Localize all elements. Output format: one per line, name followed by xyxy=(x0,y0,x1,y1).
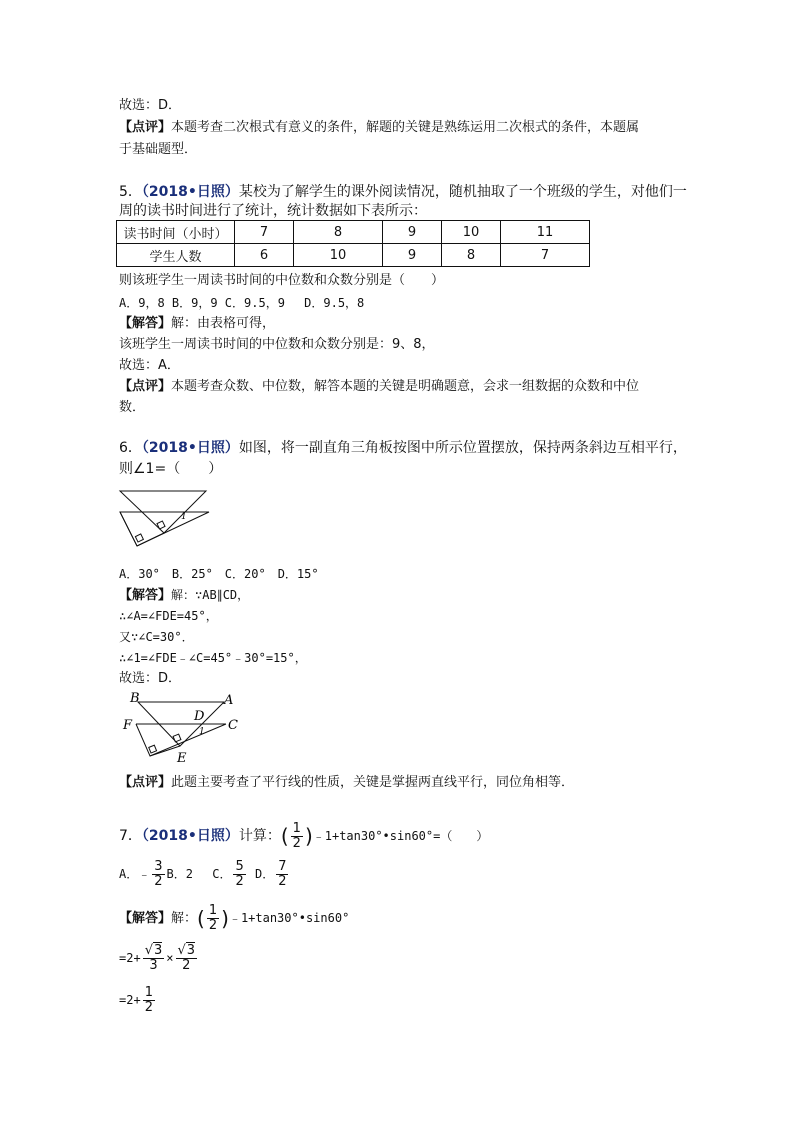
paren-close: ) xyxy=(304,824,313,848)
label-c: C xyxy=(228,718,238,733)
q6-source: （2018•日照） xyxy=(141,440,239,456)
fraction xyxy=(143,986,155,1015)
label-d: D xyxy=(194,709,205,724)
q7-answer-pre: 解： xyxy=(171,911,198,926)
q5-comment-line2: 数． xyxy=(119,400,146,415)
prev-comment-text: 本题考查二次根式有意义的条件，解题的关键是熟练运用二次根式的条件，本题属 xyxy=(171,120,640,135)
fraction xyxy=(233,860,245,889)
option-a-label: A． xyxy=(119,867,139,881)
fraction-denominator: 2 xyxy=(144,1000,153,1015)
table-cell: 7 xyxy=(501,244,590,267)
q6-answer-line4: ∴∠1=∠FDE﹣∠C=45°﹣30°=15°， xyxy=(119,651,307,665)
table-cell: 6 xyxy=(235,244,294,267)
label-f: F xyxy=(123,718,133,733)
fraction-denominator: 2 xyxy=(208,918,218,933)
table-row xyxy=(117,244,590,267)
label-e: E xyxy=(177,751,187,766)
q5-source: （2018•日照） xyxy=(141,184,239,200)
comment-tag: 【点评】 xyxy=(119,379,172,394)
q6-stem-line2: 则∠1=（ ） xyxy=(119,461,223,477)
fraction xyxy=(152,860,164,889)
table-cell: 11 xyxy=(501,221,590,244)
fraction-numerator: 3 xyxy=(154,859,163,874)
answer-tag: 【解答】 xyxy=(119,911,172,926)
table-cell: 9 xyxy=(383,244,442,267)
prev-comment-continuation: 于基础题型． xyxy=(119,142,198,157)
q5-stem: 某校为了解学生的课外阅读情况，随机抽取了一个班级的学生，对他们一 xyxy=(238,184,687,200)
q7-number: 7． xyxy=(119,828,142,844)
fraction-numerator: 1 xyxy=(292,820,301,836)
table-cell: 7 xyxy=(235,221,294,244)
comment-tag: 【点评】 xyxy=(119,775,172,790)
q5-answer-line1 xyxy=(119,316,275,332)
q6-answer-line3: 又∵∠C=30°． xyxy=(119,630,194,644)
q5-question: 则该班学生一周读书时间的中位数和众数分别是（ ） xyxy=(119,273,445,288)
paren-close: ) xyxy=(221,906,229,931)
option-a-sign: ﹣ xyxy=(138,867,151,881)
fraction-denominator: 2 xyxy=(235,874,244,889)
q5-answer-line2: 该班学生一周读书时间的中位数和众数分别是：9、8， xyxy=(119,337,435,352)
q5-comment-line1 xyxy=(119,379,639,395)
q7-answer-line xyxy=(119,902,349,935)
q7-options xyxy=(119,858,290,890)
q7-answer-post: ﹣1+tan30°•sin60° xyxy=(228,911,350,925)
q5-data-table xyxy=(116,220,590,267)
fraction-numerator: √3 xyxy=(144,943,163,958)
fraction xyxy=(143,944,165,973)
angle-label: 1 xyxy=(199,727,205,737)
q6-stem: 如图，将一副直角三角板按图中所示位置摆放，保持两条斜边互相平行， xyxy=(238,440,687,456)
fraction-numerator: 7 xyxy=(278,859,287,874)
q6-solution-figure xyxy=(120,690,245,765)
q6-options: A．30° B．25° C．20° D．15° xyxy=(119,567,319,581)
paren-open: ( xyxy=(280,824,289,848)
q7-stem-post: ﹣1+tan30°•sin60°=（ ） xyxy=(312,829,489,843)
prev-choice-line: 故选：D． xyxy=(119,98,182,113)
table-cell: 10 xyxy=(442,221,501,244)
fraction-denominator: 3 xyxy=(149,958,158,973)
q7-stem-line xyxy=(119,820,488,852)
fraction-numerator: 1 xyxy=(208,903,218,918)
table-row xyxy=(117,221,590,244)
step-prefix: =2+ xyxy=(119,951,141,965)
q5-options: A．9，8 B．9，9 C．9.5，9 D．9.5，8 xyxy=(119,296,365,310)
label-a: A xyxy=(224,693,234,708)
comment-tag: 【点评】 xyxy=(119,120,172,135)
q6-answer-line2: ∴∠A=∠FDE=45°， xyxy=(119,609,218,623)
fraction xyxy=(291,822,303,851)
q5-answer-text: 解：由表格可得， xyxy=(171,316,276,331)
angle-label: 1 xyxy=(181,512,187,522)
answer-tag: 【解答】 xyxy=(119,316,172,331)
option-c-label: C． xyxy=(212,867,232,881)
q7-step2 xyxy=(119,984,157,1016)
q6-figure-triangles xyxy=(117,488,217,550)
q6-answer-line1 xyxy=(119,587,249,604)
q5-number: 5． xyxy=(119,184,142,200)
q5-stem-line1 xyxy=(119,184,687,200)
table-cell: 9 xyxy=(383,221,442,244)
table-cell: 8 xyxy=(442,244,501,267)
paren-open: ( xyxy=(197,906,205,931)
times-sign: × xyxy=(166,951,174,965)
q5-comment-text: 本题考查众数、中位数，解答本题的关键是明确题意，会求一组数据的众数和中位 xyxy=(171,379,640,394)
table-header-label: 读书时间（小时） xyxy=(117,221,235,244)
table-cell: 10 xyxy=(294,244,383,267)
sqrt-radicand: 3 xyxy=(186,943,196,958)
q6-comment-line xyxy=(119,775,574,791)
fraction-denominator: 2 xyxy=(182,958,191,973)
fraction-denominator: 2 xyxy=(292,835,301,851)
fraction-numerator: √3 xyxy=(177,943,196,958)
q6-answer-line5: 故选：D． xyxy=(119,671,182,686)
q7-stem-pre: 计算： xyxy=(238,828,281,844)
prev-comment-line xyxy=(119,120,639,136)
table-cell: 8 xyxy=(294,221,383,244)
bottom-triangle xyxy=(120,512,209,546)
option-b: B．2 xyxy=(166,867,205,881)
step-prefix: =2+ xyxy=(119,993,141,1007)
q6-answer-text: 解：∵AB∥CD， xyxy=(171,588,250,602)
sqrt-radicand: 3 xyxy=(153,943,163,958)
q7-step1 xyxy=(119,940,199,976)
q6-number: 6． xyxy=(119,440,142,456)
label-b: B xyxy=(130,691,140,706)
option-d-label: D． xyxy=(254,867,275,881)
fraction-denominator: 2 xyxy=(154,874,163,889)
q7-source: （2018•日照） xyxy=(141,828,239,844)
q6-stem-line1 xyxy=(119,440,687,456)
q5-answer-line3: 故选：A． xyxy=(119,358,180,373)
fraction-denominator: 2 xyxy=(278,874,287,889)
fraction-numerator: 5 xyxy=(235,859,244,874)
fraction xyxy=(176,944,198,973)
q5-stem-line2: 周的读书时间进行了统计，统计数据如下表所示： xyxy=(119,203,427,219)
answer-tag: 【解答】 xyxy=(119,588,172,603)
table-row-label: 学生人数 xyxy=(117,244,235,267)
fraction xyxy=(207,904,219,933)
fraction xyxy=(276,860,288,889)
q6-comment-text: 此题主要考查了平行线的性质，关键是掌握两直线平行，同位角相等． xyxy=(171,775,575,790)
fraction-numerator: 1 xyxy=(144,985,153,1000)
